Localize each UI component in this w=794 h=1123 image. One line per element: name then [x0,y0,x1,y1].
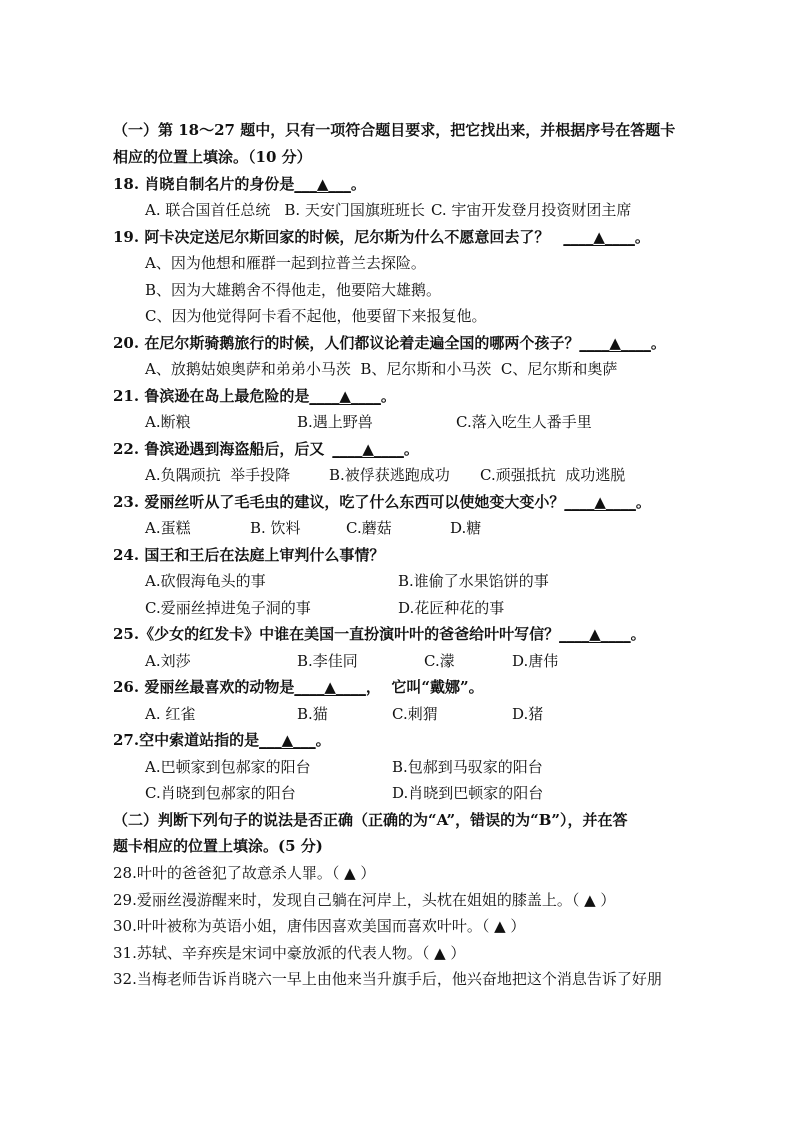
question-text: 19. 阿卡决定送尼尔斯回家的时候，尼尔斯为什么不愿意回去了？ [113,228,550,246]
question-27-option-d: D.肖晓到巴顿家的阳台 [392,784,544,802]
question-text: 18. 肖晓自制名片的身份是 [113,175,295,193]
question-text: 20. 在尼尔斯骑鹅旅行的时候，人们都议论着走遍全国的哪两个孩子？ [113,334,580,352]
statement-text: 30.叶叶被称为英语小姐，唐伟因喜欢美国而喜欢叶叶。 [113,917,482,935]
question-26-option-b: B.猫 [297,705,328,723]
question-22-option-b: B.被俘获逃跑成功 [329,466,450,484]
question-24-option-c: C.爱丽丝掉进兔子洞的事 [145,599,311,617]
question-21-option-a: A.断粮 [145,413,191,431]
question-end: 。 [650,334,666,352]
question-27-stem [113,730,331,750]
question-25-option-a: A.刘莎 [145,652,191,670]
question-21-stem [113,386,396,406]
question-22-stem [113,439,419,459]
answer-blank: ___▲___ [294,175,351,193]
answer-blank: ___▲___ [259,731,316,749]
statement-32 [113,969,662,989]
question-23-option-a: A.蛋糕 [145,519,191,537]
question-25-option-d: D.唐伟 [512,652,559,670]
question-23-option-d: D.糖 [450,519,482,537]
question-text: 21. 鲁滨逊在岛上最危险的是 [113,387,310,405]
question-24-option-d: D.花匠种花的事 [398,599,505,617]
question-text: 27.空中索道站指的是 [113,731,260,749]
question-19-stem [113,227,650,247]
question-26-stem [113,677,484,697]
section1-heading-line1: （一）第 18～27 题中，只有一项符合题目要求，把它找出来，并根据序号在答题卡 [113,121,676,139]
question-24-option-b: B.谁偷了水果馅饼的事 [398,572,549,590]
question-25-option-b: B.李佳同 [297,652,358,670]
question-22-option-a: A.负隅顽抗 举手投降 [145,466,291,484]
question-text: 22. 鲁滨逊遇到海盗船后，后又 [113,440,325,458]
question-26-option-a: A. 红雀 [145,705,196,723]
statement-31 [113,943,465,963]
question-23-option-c: C.蘑菇 [346,519,392,537]
answer-blank: ____▲____ [563,228,635,246]
question-text: 26. 爱丽丝最喜欢的动物是 [113,678,295,696]
answer-blank: ____▲____ [559,625,631,643]
question-text: 25.《少女的红发卡》中谁在美国一直扮演叶叶的爸爸给叶叶写信？ [113,625,560,643]
statement-28 [113,863,375,883]
question-end: 。 [350,175,366,193]
question-24-stem: 24. 国王和王后在法庭上审判什么事情？ [113,546,385,564]
statement-29 [113,890,615,910]
section1-heading-line2: 相应的位置上填涂。（10 分） [113,148,312,166]
question-25-option-c: C.濛 [424,652,455,670]
question-23-stem [113,492,651,512]
question-18-options [145,200,631,220]
question-26-option-c: C.刺猬 [392,705,438,723]
question-23-option-b: B. 饮料 [250,519,301,537]
section2-heading-line1: （二）判断下列句子的说法是否正确（正确的为“A”，错误的为“B”），并在答 [113,811,628,829]
statement-text: 31.苏轼、辛弃疾是宋词中豪放派的代表人物。 [113,944,422,962]
question-21-option-c: C.落入吃生人番手里 [456,413,592,431]
statement-text: 28.叶叶的爸爸犯了故意杀人罪。 [113,864,332,882]
question-end: 。 [403,440,419,458]
answer-blank: ____▲____ [332,440,404,458]
question-end: 。 [635,493,651,511]
option-b: B. 天安门国旗班班长 [284,201,425,219]
option-a: A. 联合国首任总统 [145,201,271,219]
question-end: ， 它叫“戴娜”。 [365,678,484,696]
question-25-stem [113,624,646,644]
question-20-options: A、放鹅姑娘奥萨和弟弟小马茨 B、尼尔斯和小马茨 C、尼尔斯和奥萨 [145,360,618,378]
question-end: 。 [380,387,396,405]
question-text: 23. 爱丽丝听从了毛毛虫的建议，吃了什么东西可以使她变大变小？ [113,493,565,511]
answer-mark: （ ▲ ） [331,864,376,882]
answer-blank: ____▲____ [564,493,636,511]
question-end: 。 [630,625,646,643]
section2-heading-line2: 题卡相应的位置上填涂。(5 分) [113,837,323,855]
question-27-option-b: B.包郝到马驭家的阳台 [392,758,543,776]
statement-30 [113,916,525,936]
question-19-option-b: B、因为大雄鹅舍不得他走，他要陪大雄鹅。 [145,281,442,299]
question-19-option-c: C、因为他觉得阿卡看不起他，他要留下来报复他。 [145,307,487,325]
question-end: 。 [634,228,650,246]
question-24-option-a: A.砍假海龟头的事 [145,572,266,590]
answer-mark: （ ▲ ） [421,944,466,962]
answer-mark: （ ▲ ） [571,891,616,909]
question-27-option-a: A.巴顿家到包郝家的阳台 [145,758,311,776]
answer-blank: ____▲____ [309,387,381,405]
question-end: 。 [315,731,331,749]
statement-text: 29.爱丽丝漫游醒来时，发现自己躺在河岸上，头枕在姐姐的膝盖上。 [113,891,572,909]
answer-blank: ____▲____ [579,334,651,352]
question-20-stem [113,333,666,353]
question-27-option-c: C.肖晓到包郝家的阳台 [145,784,296,802]
answer-mark: （ ▲ ） [481,917,526,935]
question-26-option-d: D.猪 [512,705,544,723]
question-22-option-c: C.顽强抵抗 成功逃脱 [480,466,626,484]
answer-blank: ____▲____ [294,678,366,696]
option-c: C. 宇宙开发登月投资财团主席 [430,201,632,219]
question-21-option-b: B.遇上野兽 [297,413,373,431]
question-18-stem [113,174,366,194]
question-19-option-a: A、因为他想和雁群一起到拉普兰去探险。 [145,254,426,272]
statement-text: 32.当梅老师告诉肖晓六一早上由他来当升旗手后，他兴奋地把这个消息告诉了好朋 [113,970,662,988]
